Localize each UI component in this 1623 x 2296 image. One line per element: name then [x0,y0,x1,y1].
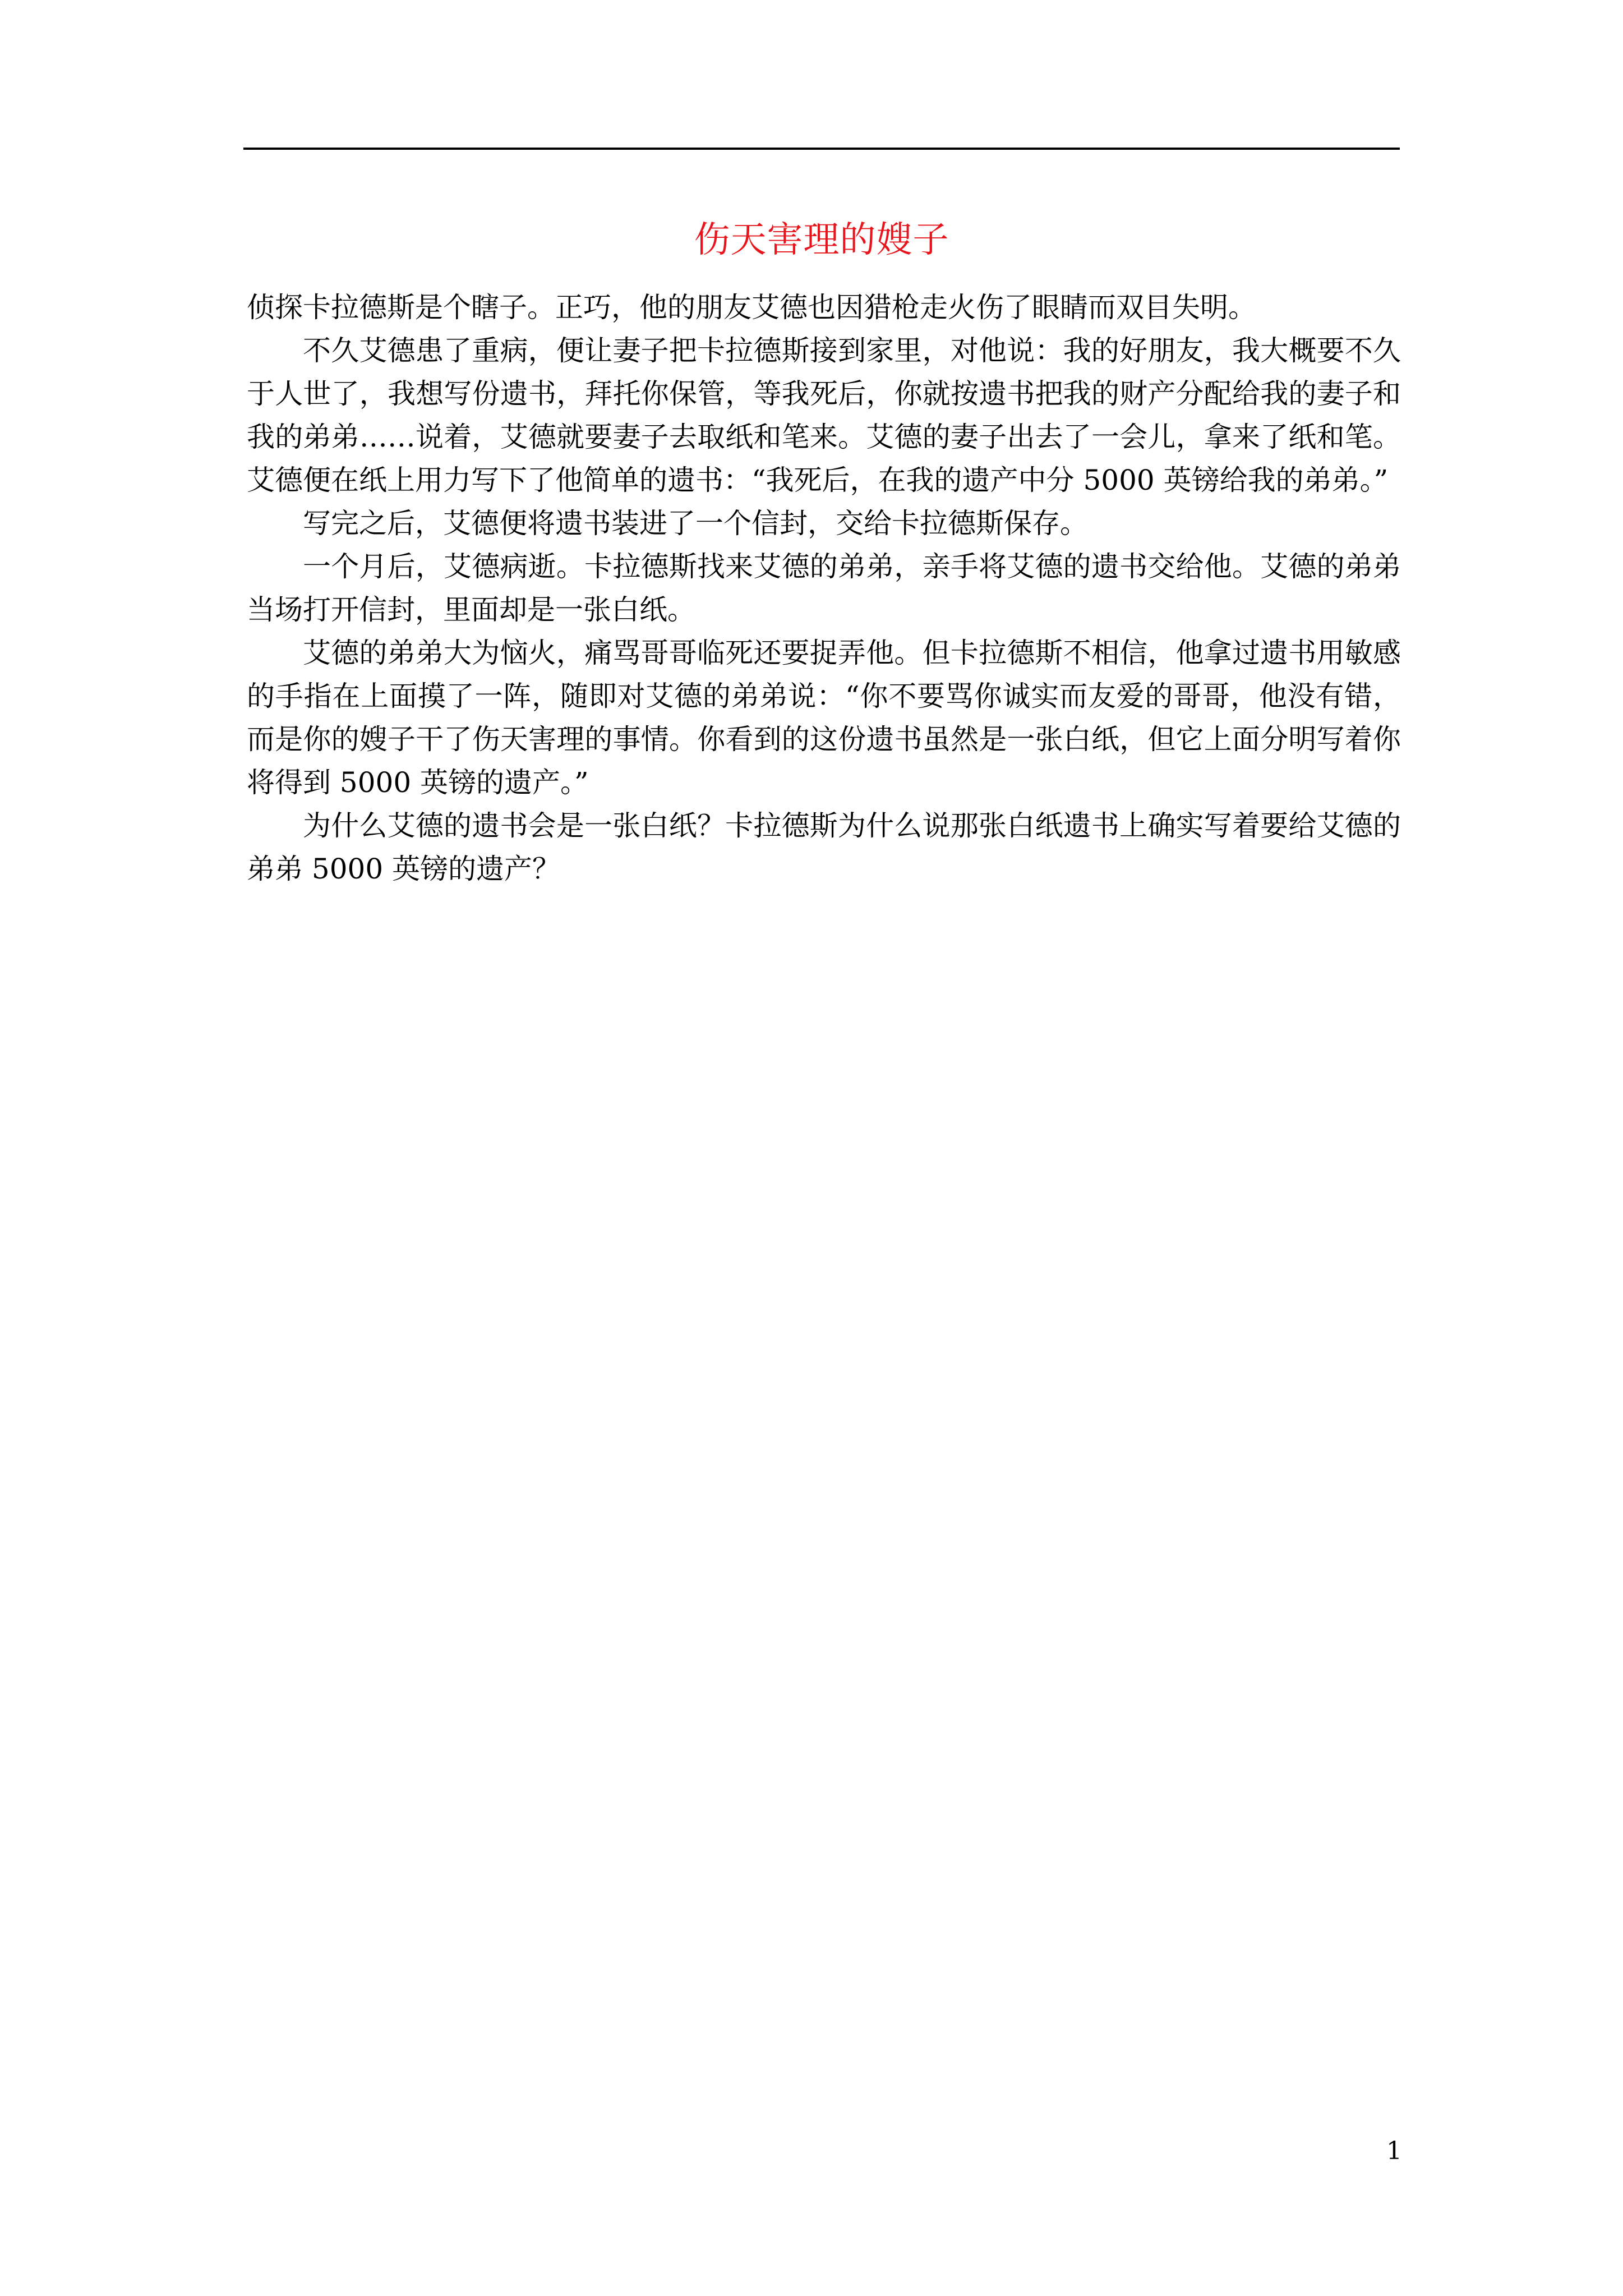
page-number: 1 [1386,2137,1402,2165]
paragraph-6: 为什么艾德的遗书会是一张白纸？卡拉德斯为什么说那张白纸遗书上确实写着要给艾德的弟弟 5000 英镑的遗产？ [247,809,1401,885]
paragraph-2: 不久艾德患了重病，便让妻子把卡拉德斯接到家里，对他说：我的好朋友，我大概要不久于人世了，我想写份遗书，拜托你保管，等我死后，你就按遗书把我的财产分配给我的妻子和我的弟弟……说着，艾德就要妻子去取纸和笔来。艾德的妻子出去了一会儿，拿来了纸和笔。艾德便在纸上用力写下了他简单的遗书：“我死后，在我的遗产中分 5000 英镑给我的弟弟。” [247,334,1401,496]
paragraph-4: 一个月后，艾德病逝。卡拉德斯找来艾德的弟弟，亲手将艾德的遗书交给他。艾德的弟弟当场打开信封，里面却是一张白纸。 [247,550,1401,626]
paragraph-3: 写完之后，艾德便将遗书装进了一个信封，交给卡拉德斯保存。 [303,507,1088,540]
paragraph-5: 艾德的弟弟大为恼火，痛骂哥哥临死还要捉弄他。但卡拉德斯不相信，他拿过遗书用敏感的手指在上面摸了一阵，随即对艾德的弟弟说：“你不要骂你诚实而友爱的哥哥，他没有错，而是你的嫂子干了伤天害理的事情。你看到的这份遗书虽然是一张白纸，但它上面分明写着你将得到 5000 英镑的遗产。” [247,637,1401,799]
header-rule [243,148,1400,150]
document-title: 伤天害理的嫂子 [694,219,949,261]
document-body [247,286,1401,891]
paragraph-1: 侦探卡拉德斯是个瞎子。正巧，他的朋友艾德也因猎枪走火伤了眼睛而双目失明。 [247,291,1256,324]
